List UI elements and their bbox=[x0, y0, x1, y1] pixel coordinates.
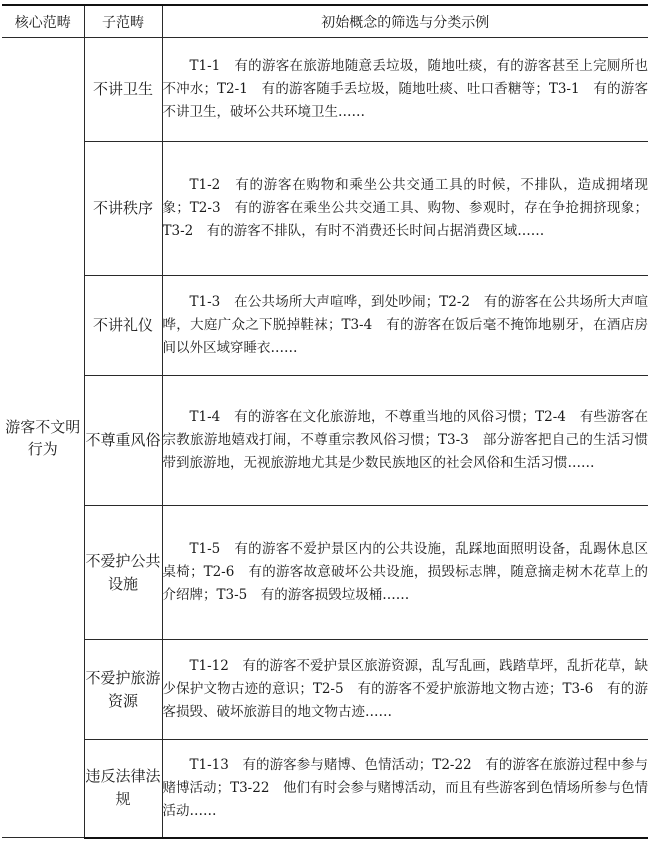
example-cell bbox=[162, 38, 648, 142]
header-examples: 初始概念的筛选与分类示例 bbox=[162, 5, 648, 38]
example-text: T1-12 有的游客不爱护景区旅游资源，乱写乱画，践踏草坪，乱折花草，缺少保护文物古迹的意识；T2-5 有的游客不爱护旅游地文物古迹；T3-6 有的游客损毁、破坏旅游目的地文物古迹…… bbox=[162, 658, 648, 720]
example-cell bbox=[162, 142, 648, 276]
subcategory-cell: 违反法律法规 bbox=[84, 740, 162, 838]
example-text: T1-3 在公共场所大声喧哗，到处吵闹；T2-2 有的游客在公共场所大声喧哗，大庭广众之下脱掉鞋袜；T3-4 有的游客在饭后毫不掩饰地剔牙，在酒店房间以外区域穿睡衣…… bbox=[162, 294, 648, 356]
example-cell bbox=[162, 376, 648, 506]
subcategory-cell: 不讲秩序 bbox=[84, 142, 162, 276]
header-sub: 子范畴 bbox=[84, 5, 162, 38]
example-cell bbox=[162, 506, 648, 640]
example-text: T1-13 有的游客参与赌博、色情活动；T2-22 有的游客在旅游过程中参与赌博活动；T3-22 他们有时会参与赌博活动，而且有些游客到色情场所参与色情活动…… bbox=[162, 756, 648, 819]
subcategory-cell: 不尊重风俗 bbox=[84, 376, 162, 506]
core-category-cell: 游客不文明行为 bbox=[2, 38, 84, 838]
table-row bbox=[2, 506, 648, 640]
table-row bbox=[2, 142, 648, 276]
example-text: T1-1 有的游客在旅游地随意丢垃圾，随地吐痰，有的游客甚至上完厕所也不冲水；T2-1 有的游客随手丢垃圾，随地吐痰、吐口香糖等；T3-1 有的游客不讲卫生，破坏公共环境卫生…… bbox=[162, 58, 648, 120]
example-text: T1-2 有的游客在购物和乘坐公共交通工具的时候，不排队，造成拥堵现象；T2-3 有的游客在乘坐公共交通工具、购物、参观时，存在争抢拥挤现象；T3-2 有的游客不排队，有时不消费还长时间占据消费区域…… bbox=[162, 177, 648, 239]
header-row bbox=[2, 5, 648, 38]
table-row bbox=[2, 276, 648, 376]
example-text: T1-5 有的游客不爱护景区内的公共设施，乱踩地面照明设备，乱踢休息区桌椅；T2-6 有的游客故意破坏公共设施，损毁标志牌，随意摘走树木花草上的介绍牌；T3-5 有的游客损毁垃圾桶…… bbox=[162, 541, 648, 603]
table-row bbox=[2, 376, 648, 506]
example-text: T1-4 有的游客在文化旅游地，不尊重当地的风俗习惯；T2-4 有些游客在宗教旅游地嬉戏打闹，不尊重宗教风俗习惯；T3-3 部分游客把自己的生活习惯带到旅游地，无视旅游地尤其是少数民族地区的社会风俗和生活习惯…… bbox=[162, 409, 648, 471]
subcategory-cell: 不讲卫生 bbox=[84, 38, 162, 142]
table-row bbox=[2, 640, 648, 740]
header-core: 核心范畴 bbox=[2, 5, 84, 38]
example-cell bbox=[162, 640, 648, 740]
subcategory-cell: 不讲礼仪 bbox=[84, 276, 162, 376]
example-cell bbox=[162, 276, 648, 376]
example-cell bbox=[162, 740, 648, 838]
subcategory-cell: 不爱护公共设施 bbox=[84, 506, 162, 640]
table-row bbox=[2, 740, 648, 838]
table-row bbox=[2, 38, 648, 142]
category-table bbox=[2, 4, 648, 839]
subcategory-cell: 不爱护旅游资源 bbox=[84, 640, 162, 740]
